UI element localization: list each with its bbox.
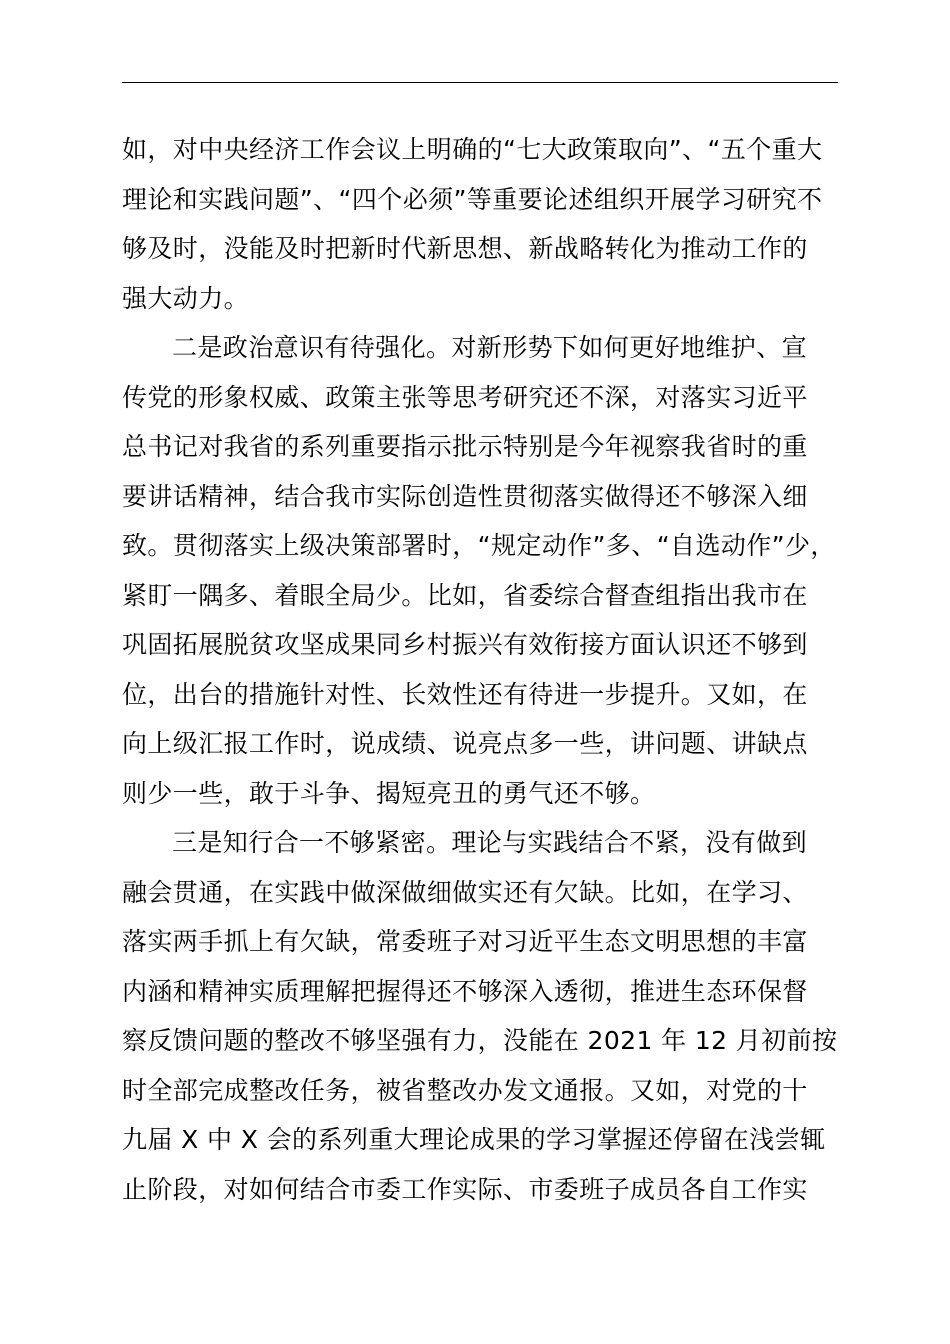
text-line: 向上级汇报工作时，说成绩、说亮点多一些，讲问题、讲缺点: [122, 729, 808, 758]
text-line: 察反馈问题的整改不够坚强有力，没能在 2021 年 12 月初前按: [122, 1026, 838, 1055]
text-line: 理论和实践问题”、“四个必须”等重要论述组织开展学习研究不: [122, 184, 823, 214]
text-line: 九届 X 中 X 会的系列重大理论成果的学习掌握还停留在浅尝辄: [122, 1125, 826, 1154]
text-line: 要讲话精神，结合我市实际创造性贯彻落实做得还不够深入细: [122, 481, 808, 511]
text-line: 时全部完成整改任务，被省整改办发文通报。又如，对党的十: [122, 1075, 808, 1105]
text-line: 强大动力。: [122, 283, 250, 313]
text-line: 总书记对我省的系列重要指示批示特别是今年视察我省时的重: [122, 432, 808, 461]
text-line: 够及时，没能及时把新时代新思想、新战略转化为推动工作的: [122, 234, 808, 263]
text-line: 紧盯一隅多、着眼全局少。比如，省委综合督查组指出我市在: [122, 580, 808, 610]
text-line: 落实两手抓上有欠缺，常委班子对习近平生态文明思想的丰富: [122, 927, 808, 956]
document-body: [122, 125, 838, 1214]
paragraph-heading-line: 二是政治意识有待强化。对新形势下如何更好地维护、宣: [172, 333, 808, 362]
paragraph-heading-line: 三是知行合一不够紧密。理论与实践结合不紧，没有做到: [172, 828, 808, 857]
text-line: 致。贯彻落实上级决策部署时，“规定动作”多、“自选动作”少，: [122, 531, 836, 560]
text-line: 融会贯通，在实践中做深做细做实还有欠缺。比如，在学习、: [122, 877, 808, 907]
text-line: 则少一些，敢于斗争、揭短亮丑的勇气还不够。: [122, 778, 656, 808]
text-line: 传党的形象权威、政策主张等思考研究还不深，对落实习近平: [122, 382, 808, 412]
text-line: 内涵和精神实质理解把握得还不够深入透彻，推进生态环保督: [122, 976, 808, 1006]
header-rule: [122, 82, 838, 83]
text-line: 位，出台的措施针对性、长效性还有待进一步提升。又如，在: [122, 679, 808, 709]
text-line: 止阶段，对如何结合市委工作实际、市委班子成员各自工作实: [122, 1174, 808, 1204]
text-line: 巩固拓展脱贫攻坚成果同乡村振兴有效衔接方面认识还不够到: [122, 630, 808, 659]
text-line: 如，对中央经济工作会议上明确的“七大政策取向”、“五个重大: [122, 135, 823, 164]
